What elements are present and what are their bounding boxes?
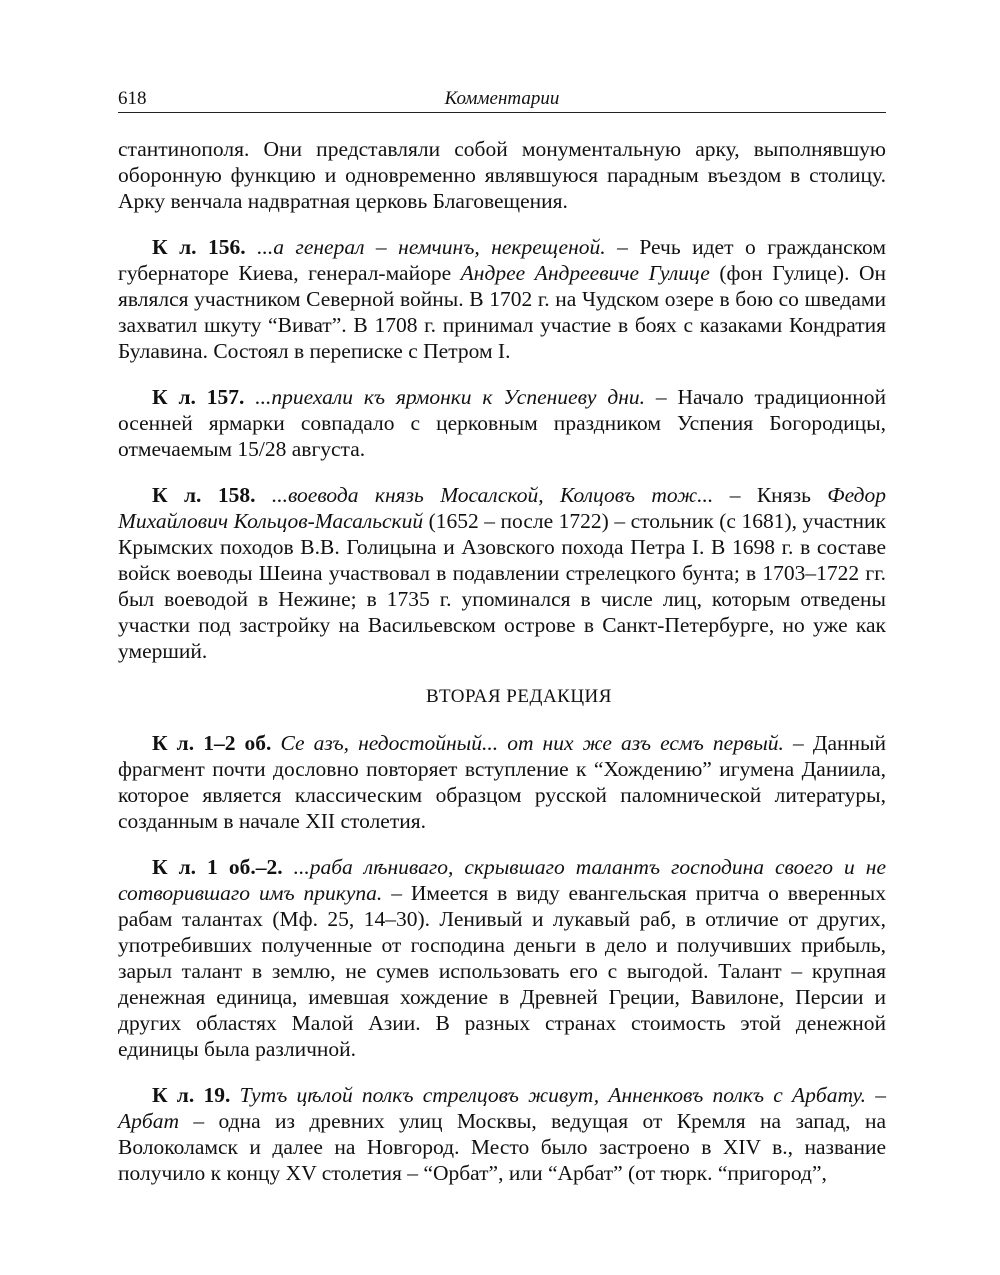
comment-ref: К л. 157. — [152, 385, 245, 409]
page-number: 618 — [118, 88, 147, 109]
comment-ref: К л. 19. — [152, 1083, 231, 1107]
comment-ref: К л. 1–2 об. — [152, 731, 272, 755]
comment-text: – Данный фрагмент почти дословно повторяет вступление к “Хождению” игумена Даниила, которое является классическим образцом русской паломнической литературы, созданным в начале XII столетия. — [118, 731, 887, 833]
term: Арбат — [118, 1109, 179, 1133]
comment-text: (фон Гулице). Он являлся участником Северной войны. В 1702 г. на Чудском озере в бою со шведами захватил шкуту “Виват”. В 1708 г. принимал участие в боях с казаками Кондратия Булавина. Состоял в переписке с Петром I. — [118, 261, 886, 363]
comment-text: – Начало традиционной осенней ярмарки совпадало с церковным праздником Успения Богородицы, отмечаемым 15/28 августа. — [118, 385, 886, 461]
comment-ref: К л. 156. — [152, 235, 246, 259]
comment-quote: ...воевода князь Мосалской, Колцовъ тож... — [255, 483, 714, 507]
comment-ref: К л. 158. — [152, 483, 256, 507]
comment-l1-2ob — [118, 730, 886, 834]
comment-quote: ...приехали къ ярмонки к Успениеву дни. — [244, 385, 645, 409]
comment-text: (1652 – после 1722) – стольник (с 1681), участник Крымских походов В.В. Голицына и Азовского похода Петра I. В 1698 г. в составе войск воеводы Шеина участвовал в подавлении стрелецкого бунта; в 1703–1722 гг. был воеводой в Нежине; в 1735 г. упоминался в числе лиц, которым отведены участки под застройку на Васильевском острове в Санкт-Петербурге, но уже как умерший. — [118, 509, 886, 663]
section-title: ВТОРАЯ РЕДАКЦИЯ — [426, 686, 612, 707]
comment-l157 — [118, 384, 886, 462]
person-name: Андрее Андреевиче Гулице — [460, 261, 710, 285]
comment-l1ob-2 — [118, 854, 886, 1062]
comment-l156 — [118, 234, 886, 364]
running-title: Комментарии — [444, 88, 560, 109]
comment-quote: Се азъ, недостойный... от них же азъ есмъ первый. — [271, 731, 784, 755]
comment-quote: ...а генерал – немчинъ, некрещеной. — [245, 235, 606, 259]
page-body — [118, 136, 886, 1206]
comment-quote: ...раба лѣниваго, скрывшаго талантъ господина своего и не сотворившаго имъ прикупа. — [118, 855, 887, 905]
page-header — [118, 86, 886, 113]
comment-text: – Князь — [713, 483, 828, 507]
comment-ref: К л. 1 об.–2. — [152, 855, 283, 879]
comment-text: – — [866, 1083, 887, 1107]
paragraph-text: стантинополя. Они представляли собой монументальную арку, выполнявшую оборонную функцию и одновременно являвшуюся парадным въездом в столицу. Арку венчала надвратная церковь Благовещения. — [118, 137, 886, 213]
person-name: Федор Михайлович Кольцов-Масальский — [118, 483, 886, 533]
comment-text: – одна из древних улиц Москвы, ведущая от Кремля на запад, на Волоколамск и далее на Новгород. Место было застроено в XIV в., название получило к концу XV столетия – “Орбат”, или “Арбат” (от тюрк. “пригород”, — [118, 1109, 886, 1185]
comment-text: – Имеется в виду евангельская притча о вверенных рабам талантах (Мф. 25, 14–30). Ленивый и лукавый раб, в отличие от других, употребивших полученные от господина деньги в дело и получивших прибыль, зарыл талант в землю, не сумев использовать его с выгодой. Талант – крупная денежная единица, имевшая хождение в Древней Греции, Вавилоне, Персии и других областях Малой Азии. В разных странах стоимость этой денежной единицы была различной. — [118, 881, 886, 1061]
comment-quote: Тутъ цѣлой полкъ стрелцовъ живут, Анненковъ полкъ с Арбату. — [230, 1083, 867, 1107]
paragraph-continuation — [118, 136, 886, 214]
comment-l19 — [118, 1082, 886, 1186]
comment-l158 — [118, 482, 886, 664]
comment-text: – Речь идет о гражданском губернаторе Киева, генерал-майоре — [118, 235, 886, 285]
